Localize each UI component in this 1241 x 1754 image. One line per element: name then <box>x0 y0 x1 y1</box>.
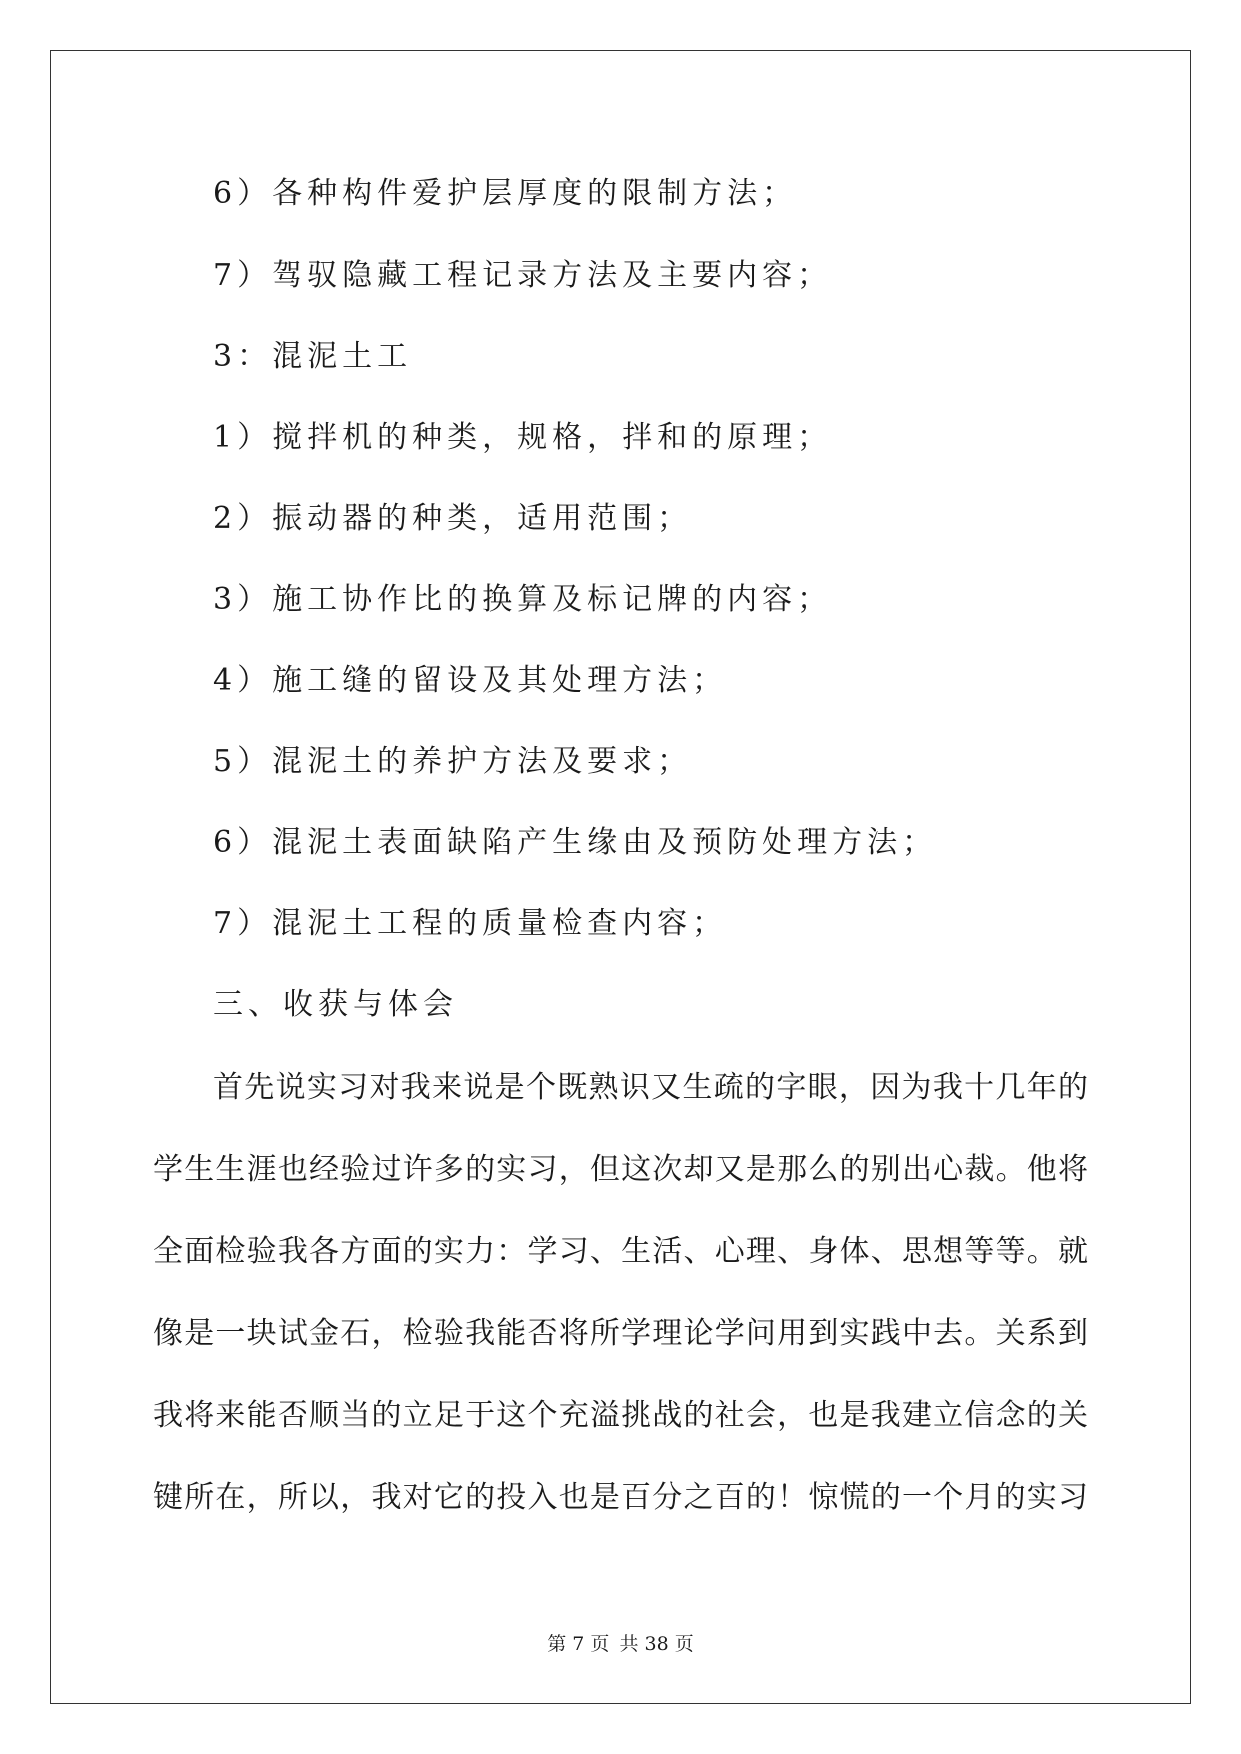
paragraph-line: 像是一块试金石，检验我能否将所学理论学问用到实践中去。关系到 <box>153 1316 1088 1351</box>
section-heading: 三、收获与体会 <box>213 987 458 1022</box>
page-frame <box>50 50 1191 1704</box>
list-item: 2）振动器的种类，适用范围； <box>213 501 693 536</box>
list-item: 5）混泥土的养护方法及要求； <box>213 744 693 779</box>
paragraph-line: 首先说实习对我来说是个既熟识又生疏的字眼，因为我十几年的 <box>213 1070 1088 1105</box>
list-item: 7）混泥土工程的质量检查内容； <box>213 906 728 941</box>
page-number: 第 7 页 <box>547 1633 610 1655</box>
list-item: 6）混泥土表面缺陷产生缘由及预防处理方法； <box>213 825 938 860</box>
page-footer <box>0 1632 1241 1656</box>
paragraph-line: 全面检验我各方面的实力：学习、生活、心理、身体、思想等等。就 <box>153 1234 1088 1269</box>
paragraph-line: 我将来能否顺当的立足于这个充溢挑战的社会，也是我建立信念的关 <box>153 1398 1088 1433</box>
total-pages: 共 38 页 <box>619 1633 694 1655</box>
list-item: 6）各种构件爱护层厚度的限制方法； <box>213 176 798 211</box>
paragraph-line: 键所在，所以，我对它的投入也是百分之百的！惊慌的一个月的实习 <box>153 1480 1088 1515</box>
list-item: 7）驾驭隐藏工程记录方法及主要内容； <box>213 258 833 293</box>
section-heading: 3：混泥土工 <box>213 339 413 374</box>
list-item: 4）施工缝的留设及其处理方法； <box>213 663 728 698</box>
list-item: 3）施工协作比的换算及标记牌的内容； <box>213 582 833 617</box>
paragraph-line: 学生生涯也经验过许多的实习，但这次却又是那么的别出心裁。他将 <box>153 1152 1088 1187</box>
list-item: 1）搅拌机的种类，规格，拌和的原理； <box>213 420 833 455</box>
